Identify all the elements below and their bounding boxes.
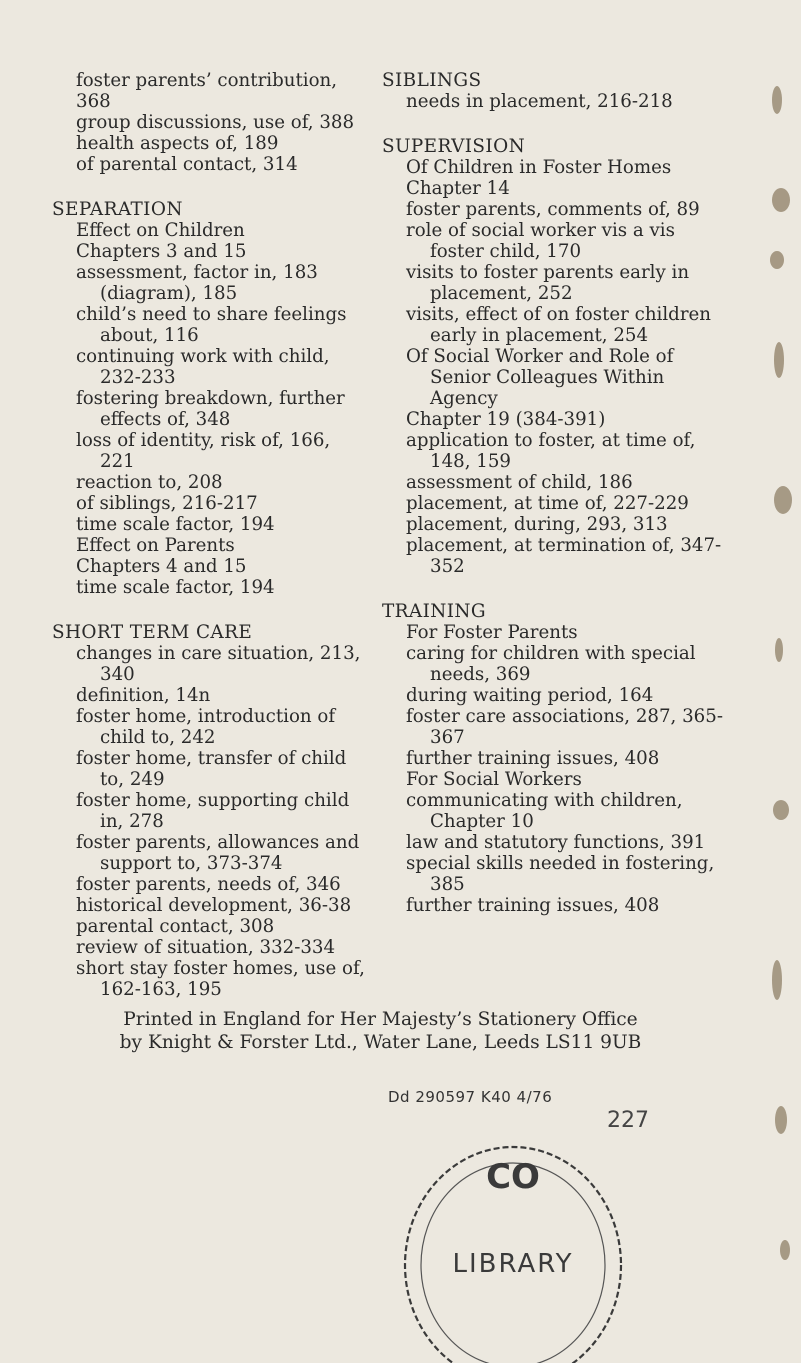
index-entry: foster home, supporting child in, 278 <box>76 790 350 832</box>
index-entry: placement, during, 293, 313 <box>406 514 668 535</box>
section-heading: TRAINING <box>382 601 486 622</box>
index-entry: placement, at termination of, 347-352 <box>406 535 722 577</box>
section-heading: SEPARATION <box>52 199 183 220</box>
index-entry: changes in care situation, 213, 340 <box>76 643 361 685</box>
index-entry: caring for children with special needs, 369 <box>406 643 696 685</box>
index-entry: continuing work with child, 232-233 <box>76 346 330 388</box>
index-entry: further training issues, 408 <box>406 895 660 916</box>
imprint-line: Printed in England for Her Majesty’s Stationery Office <box>123 1009 638 1030</box>
index-entry: foster parents, allowances and support to, 373-374 <box>76 832 360 874</box>
index-entry: foster home, introduction of child to, 242 <box>76 706 336 748</box>
index-entry: application to foster, at time of, 148, 159 <box>406 430 696 472</box>
index-entry: child’s need to share feelings about, 116 <box>76 304 347 346</box>
printer-imprint <box>0 1008 781 1054</box>
section-heading: SIBLINGS <box>382 70 482 91</box>
index-entry: group discussions, use of, 388 <box>76 112 355 133</box>
index-entry: placement, at time of, 227-229 <box>406 493 689 514</box>
index-entry: short stay foster homes, use of, 162-163, 195 <box>76 958 365 1000</box>
left-index-column <box>52 70 367 1024</box>
page-edge-stain-icon <box>741 0 801 1363</box>
index-entry: time scale factor, 194 <box>76 577 275 598</box>
index-entry: Chapter 19 (384-391) <box>406 409 606 430</box>
index-entry: Chapters 4 and 15 <box>76 556 247 577</box>
index-entry: loss of identity, risk of, 166, 221 <box>76 430 331 472</box>
index-entry: law and statutory functions, 391 <box>406 832 706 853</box>
index-entry: foster home, transfer of child to, 249 <box>76 748 347 790</box>
svg-text:CO: CO <box>486 1157 540 1197</box>
index-entry: fostering breakdown, further effects of, 348 <box>76 388 345 430</box>
index-entry: visits, effect of on foster children early in placement, 254 <box>406 304 711 346</box>
index-entry: foster care associations, 287, 365-367 <box>406 706 723 748</box>
imprint-line: by Knight & Forster Ltd., Water Lane, Leeds LS11 9UB <box>119 1032 642 1053</box>
index-entry: Chapter 14 <box>406 178 510 199</box>
section-siblings <box>382 70 724 112</box>
index-entry: visits to foster parents early in placement, 252 <box>406 262 690 304</box>
section-training <box>382 601 724 916</box>
index-entry: of siblings, 216-217 <box>76 493 258 514</box>
carryover-entries <box>52 70 367 175</box>
subheading: Effect on Children <box>76 220 245 241</box>
index-entry: historical development, 36-38 <box>76 895 352 916</box>
index-entry: during waiting period, 164 <box>406 685 654 706</box>
index-entry: communicating with children, Chapter 10 <box>406 790 683 832</box>
index-entry: health aspects of, 189 <box>76 133 279 154</box>
subheading: Effect on Parents <box>76 535 235 556</box>
library-stamp-icon <box>398 1130 628 1363</box>
svg-text:LIBRARY: LIBRARY <box>452 1249 574 1279</box>
subheading: For Social Workers <box>406 769 582 790</box>
index-entry: review of situation, 332-334 <box>76 937 336 958</box>
section-short-term-care <box>52 622 367 1000</box>
section-separation <box>52 199 367 598</box>
section-heading: SUPERVISION <box>382 136 526 157</box>
section-supervision <box>382 136 724 577</box>
subheading: Of Social Worker and Role of Senior Colleagues Within Agency <box>406 346 674 409</box>
print-codes: Dd 290597 K40 4/76 <box>388 1088 553 1106</box>
index-entry: assessment, factor in, 183 (diagram), 185 <box>76 262 318 304</box>
index-entry: foster parents, needs of, 346 <box>76 874 341 895</box>
index-entry: needs in placement, 216-218 <box>406 91 673 112</box>
index-entry: foster parents’ contribution, 368 <box>76 70 338 112</box>
index-entry: of parental contact, 314 <box>76 154 298 175</box>
index-entry: Chapters 3 and 15 <box>76 241 247 262</box>
index-entry: further training issues, 408 <box>406 748 660 769</box>
index-entry: time scale factor, 194 <box>76 514 275 535</box>
index-entry: reaction to, 208 <box>76 472 223 493</box>
subheading: Of Children in Foster Homes <box>406 157 672 178</box>
index-entry: special skills needed in fostering, 385 <box>406 853 715 895</box>
page-number: 227 <box>607 1108 649 1133</box>
index-entry: foster parents, comments of, 89 <box>406 199 700 220</box>
subheading: For Foster Parents <box>406 622 578 643</box>
index-entry: assessment of child, 186 <box>406 472 633 493</box>
index-entry: parental contact, 308 <box>76 916 275 937</box>
index-entry: definition, 14n <box>76 685 211 706</box>
right-index-column <box>382 70 724 940</box>
index-entry: role of social worker vis a vis foster child, 170 <box>406 220 675 262</box>
section-heading: SHORT TERM CARE <box>52 622 253 643</box>
